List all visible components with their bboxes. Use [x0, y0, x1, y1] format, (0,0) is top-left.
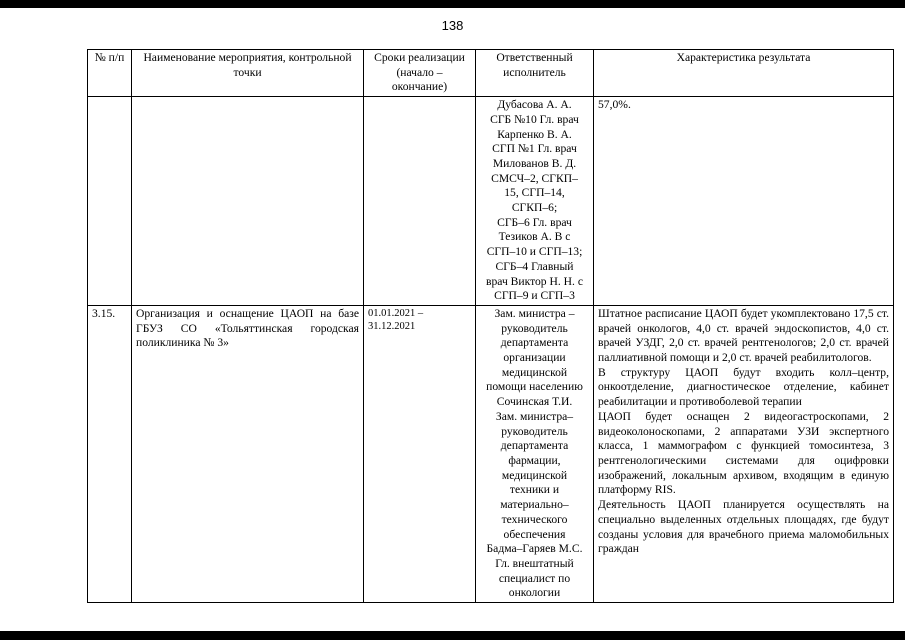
- responsible-line: технического: [501, 512, 568, 526]
- header-name: Наименование мероприятия, контрольной точки: [132, 50, 364, 97]
- measures-table: [87, 49, 894, 603]
- responsible-line: департамента: [500, 439, 569, 453]
- page-number: 138: [441, 18, 464, 33]
- top-border-bar: [0, 0, 905, 8]
- responsible-line: помощи населению: [486, 380, 583, 394]
- responsible-line: врач Виктор Н. Н. с: [486, 274, 583, 288]
- responsible-line: техники и: [509, 483, 560, 497]
- responsible-line: Карпенко В. А.: [497, 127, 572, 141]
- result-paragraph: В структуру ЦАОП будут входить колл–центр, онкоотделение, диагностическое отделение, кабинет реабилитации и противоболевой терапии: [598, 365, 889, 409]
- responsible-line: Дубасова А. А.: [497, 98, 572, 112]
- responsible-line: организации: [503, 351, 566, 365]
- responsible-line: СГКП–6;: [511, 201, 558, 215]
- responsible-line: Милованов В. Д.: [492, 156, 577, 170]
- table-header-row: [88, 50, 894, 97]
- row-dates-cell: 01.01.2021 – 31.12.2021: [364, 305, 476, 602]
- responsible-line: СГБ–6 Гл. врач: [497, 215, 572, 229]
- row-responsible-cell: [476, 305, 594, 602]
- row-result-cell: [594, 97, 894, 306]
- row-num-cell: [88, 97, 132, 306]
- result-paragraph: Деятельность ЦАОП планируется осуществлять на специально выделенных отдельных площадях, где будут созданы условия для врачебного приема маломобильных граждан: [598, 498, 889, 556]
- row-name-cell: Организация и оснащение ЦАОП на базе ГБУЗ СО «Тольяттинская городская поликлиника № 3»: [132, 305, 364, 602]
- responsible-line: департамента: [500, 336, 569, 350]
- responsible-line: СГП №1 Гл. врач: [492, 142, 577, 156]
- responsible-line: фармации,: [508, 453, 561, 467]
- row-dates-cell: [364, 97, 476, 306]
- header-responsible: Ответственный исполнитель: [476, 50, 594, 97]
- header-num: № п/п: [88, 50, 132, 97]
- responsible-line: медицинской: [501, 365, 568, 379]
- responsible-line: Зам. министра –: [494, 306, 575, 320]
- bottom-border-bar: [0, 631, 905, 640]
- responsible-line: медицинской: [501, 468, 568, 482]
- responsible-line: СГП–10 и СГП–13;: [486, 245, 583, 259]
- responsible-line: Бадма–Гаряев М.С.: [486, 542, 583, 556]
- responsible-line: СГБ–4 Главный: [495, 259, 574, 273]
- responsible-line: 15, СГП–14,: [504, 186, 565, 200]
- result-paragraph: ЦАОП будет оснащен 2 видеогастроскопами, 2 видеоколоноскопами, 2 аппаратами УЗИ экспертного класса, 1 маммографом с функцией томосинтеза, 3 рентгенологическими системами для оцифровки изображений, локальным архивом, входящим в единую платформу RIS.: [598, 409, 889, 497]
- responsible-line: Сочинская Т.И.: [496, 395, 573, 409]
- responsible-line: Тезиков А. В с: [498, 230, 571, 244]
- row-responsible-cell: [476, 97, 594, 306]
- row-name-cell: [132, 97, 364, 306]
- responsible-line: материально–: [500, 498, 569, 512]
- responsible-line: Гл. внештатный: [495, 556, 574, 570]
- header-result: Характеристика результата: [594, 50, 894, 97]
- table-row: [88, 97, 894, 306]
- responsible-line: онкологии: [508, 586, 561, 600]
- row-num-cell: 3.15.: [88, 305, 132, 602]
- row-result-cell: [594, 305, 894, 602]
- responsible-line: руководитель: [501, 424, 568, 438]
- responsible-line: обеспечения: [503, 527, 566, 541]
- responsible-line: Зам. министра–: [495, 409, 574, 423]
- result-paragraph: 57,0%.: [598, 98, 631, 112]
- responsible-line: СМСЧ–2, СГКП–: [491, 171, 578, 185]
- responsible-line: СГБ №10 Гл. врач: [490, 112, 579, 126]
- responsible-line: руководитель: [501, 321, 568, 335]
- header-dates: Сроки реализации (начало – окончание): [364, 50, 476, 97]
- result-paragraph: Штатное расписание ЦАОП будет укомплектовано 17,5 ст. врачей онкологов, 4,0 ст. врачей эндоскопистов, 4,0 ст. врачей УЗДГ, 2,0 ст. врачей рентгенологов; 2,0 ст. врачей паллиативной помощи и 2,0 ст. врачей реабилитологов.: [598, 306, 889, 365]
- table-row: [88, 305, 894, 602]
- responsible-line: специалист по: [498, 571, 571, 585]
- responsible-line: СГП–9 и СГП–3: [494, 289, 575, 303]
